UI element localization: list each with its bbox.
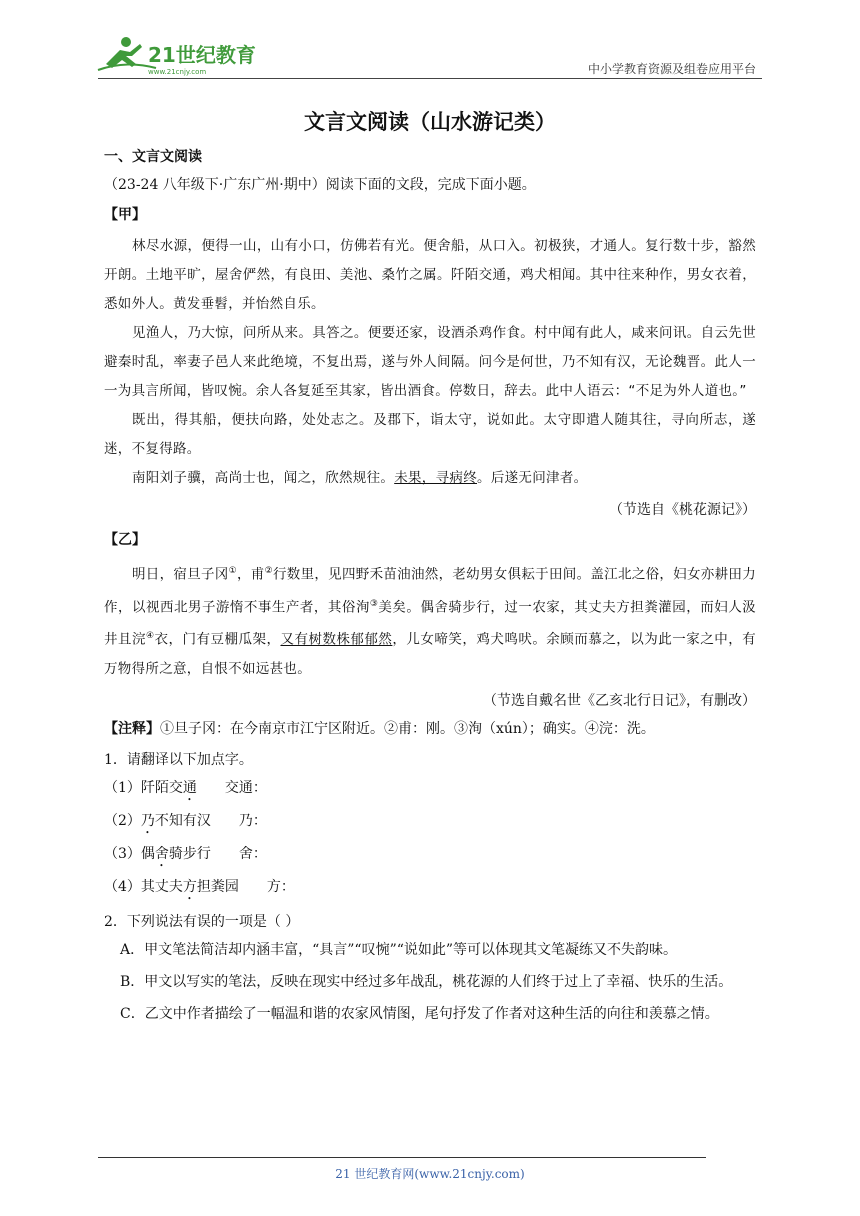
jia-paragraph-2: 见渔人，乃大惊，问所从来。具答之。便要还家，设酒杀鸡作食。村中闻有此人，咸来问讯。自云先世避秦时乱，率妻子邑人来此绝境，不复出焉，遂与外人间隔。问今是何世，乃不知有汉，无论魏晋。此人一一为具言所闻，皆叹惋。余人各复延至其家，皆出酒食。停数日，辞去。此中人语云：“不足为外人道也。” <box>104 325 756 399</box>
option-a: A．甲文笔法简洁却内涵丰富，“具言”“叹惋”“说如此”等可以体现其文笔凝练又不失韵味。 <box>120 941 678 958</box>
question-1-stem: 1．请翻译以下加点字。 <box>104 751 253 768</box>
section-heading: 一、文言文阅读 <box>104 149 202 165</box>
jia-paragraph-4: 南阳刘子骥，高尚士也，闻之，欣然规往。未果，寻病终。后遂无问津者。 <box>132 470 588 486</box>
question-1-item: （4）其丈夫方担粪园 方： <box>104 871 756 904</box>
footer-text: 21 世纪教育网(www.21cnjy.com) <box>335 1167 525 1181</box>
footer-divider <box>98 1157 706 1158</box>
annotation: 【注释】①旦子冈：在今南京市江宁区附近。②甫：刚。③洵（xún）；确实。④浣：洗。 <box>104 720 655 737</box>
yi-source: （节选自戴名世《乙亥北行日记》，有删改） <box>483 692 756 709</box>
answer-blank[interactable]: 方： <box>266 878 295 895</box>
question-2-stem: 2．下列说法有误的一项是（ ） <box>104 913 300 930</box>
passage-yi-label: 【乙】 <box>104 532 146 548</box>
svg-text:www.21cnjy.com: www.21cnjy.com <box>148 68 207 76</box>
page-title: 文言文阅读（山水游记类） <box>304 109 556 134</box>
question-1-item: （1）阡陌交通 交通： <box>104 772 756 805</box>
answer-blank[interactable]: 舍： <box>238 845 267 862</box>
header-divider <box>98 78 762 79</box>
intro-text: （23-24 八年级下·广东广州·期中）阅读下面的文段，完成下面小题。 <box>104 177 536 193</box>
question-1-item: （3）偶舍骑步行 舍： <box>104 838 756 871</box>
underlined-phrase: 未果，寻病终 <box>394 470 478 486</box>
document-body <box>104 146 756 1030</box>
jia-paragraph-3: 既出，得其船，便扶向路，处处志之。及郡下，诣太守，说如此。太守即遣人随其往，寻向所志，遂迷，不复得路。 <box>104 412 756 457</box>
option-b: B．甲文以写实的笔法，反映在现实中经过多年战乱，桃花源的人们终于过上了幸福、快乐的生活。 <box>120 973 733 990</box>
option-c: C．乙文中作者描绘了一幅温和谐的农家风情图，尾句抒发了作者对这种生活的向往和羡慕之情。 <box>120 1005 719 1022</box>
platform-name: 中小学教育资源及组卷应用平台 <box>587 62 756 76</box>
answer-blank[interactable]: 乃： <box>238 812 267 829</box>
jia-source: （节选自《桃花源记》） <box>609 502 756 518</box>
passage-jia-label: 【甲】 <box>104 207 146 223</box>
underlined-phrase: 又有树数株郁郁然 <box>280 631 393 648</box>
question-1-item: （2）乃不知有汉 乃： <box>104 805 756 838</box>
jia-paragraph-1: 林尽水源，便得一山，山有小口，仿佛若有光。便舍船，从口入。初极狭，才通人。复行数十步，豁然开朗。土地平旷，屋舍俨然，有良田、美池、桑竹之属。阡陌交通，鸡犬相闻。其中往来种作，男女衣着，悉如外人。黄发垂髫，并怡然自乐。 <box>104 238 756 312</box>
yi-paragraph: 明日，宿旦子冈①，甫②行数里，见四野禾苗油油然，老幼男女俱耘于田间。盖江北之俗，妇女亦耕田力作，以视西北男子游惰不事生产者，其俗洵③美矣。偶舍骑步行，过一农家，其丈夫方担粪灌园，而妇人汲井且浣④衣，门有豆棚瓜架，又有树数株郁郁然，儿女啼笑，鸡犬鸣吠。余顾而慕之，以为此一家之中，有万物得所之意，自恨不如远甚也。 <box>104 566 756 677</box>
answer-blank[interactable]: 交通： <box>224 779 267 796</box>
logo-icon <box>96 34 256 78</box>
svg-text:21世纪教育: 21世纪教育 <box>148 43 256 67</box>
page-header <box>0 0 860 80</box>
